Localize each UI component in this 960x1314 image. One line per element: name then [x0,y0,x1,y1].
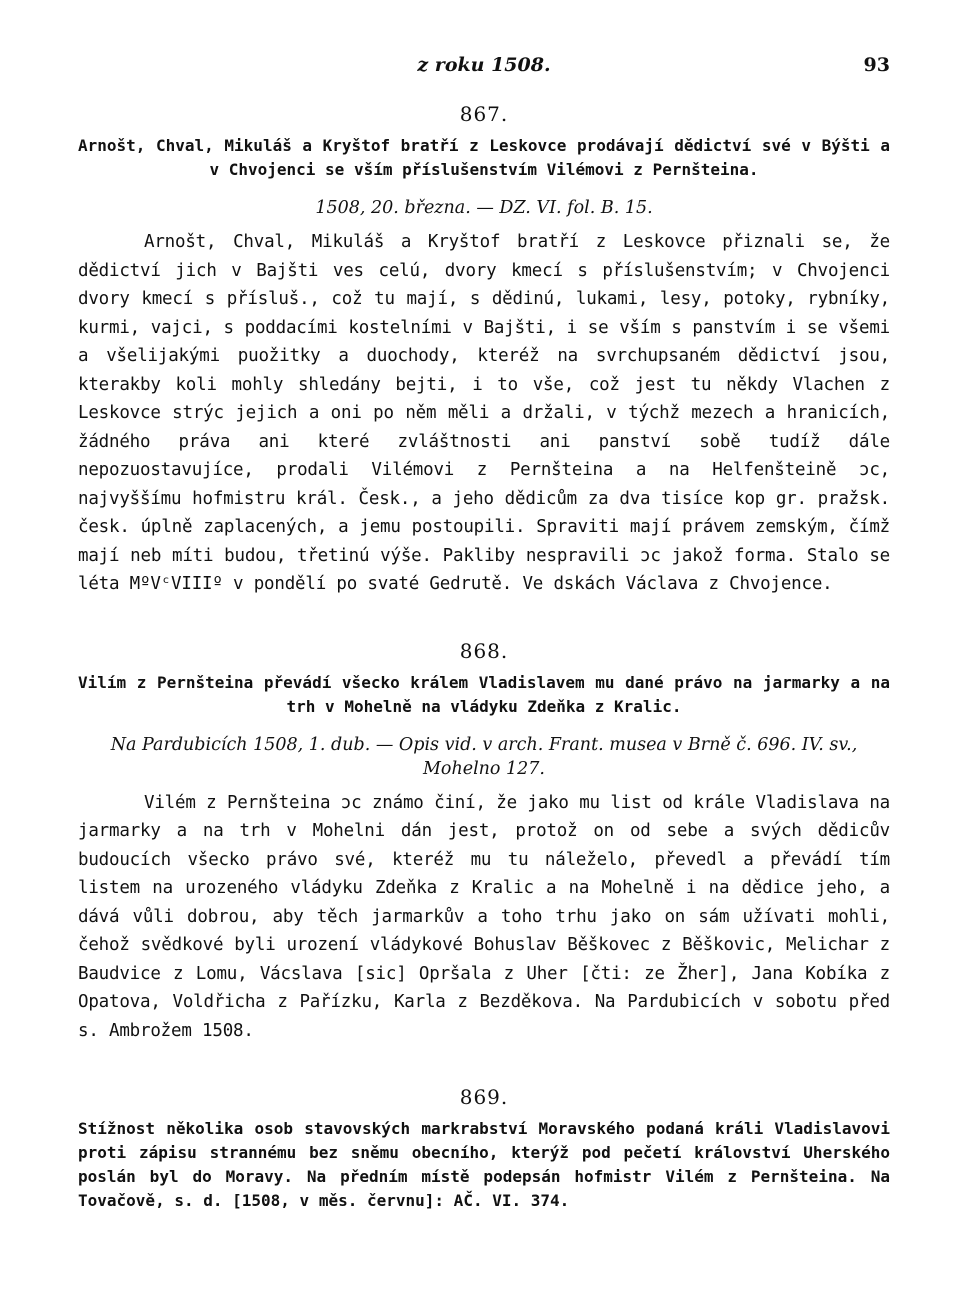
document-summary: Vilím z Pernšteina převádí všecko králem Vladislavem mu dané právo na jarmarky a na trh v Mohelně na vládyku Zdeňka z Kralic. [78,672,890,716]
document-dating: Na Pardubicích 1508, 1. dub. — Opis vid. v arch. Frant. musea v Brně č. 696. IV. sv., Mohelno 127. [110,734,858,779]
page-number: 93 [863,54,890,76]
document-summary: Arnošt, Chval, Mikuláš a Kryštof bratří z Leskovce prodávají dědictví své v Býšti a v Chvojenci se vším příslušenstvím Vilémovi z Pernšteina. [78,136,890,179]
document-number: 867. [459,102,509,126]
document-body: Arnošt, Chval, Mikuláš a Kryštof bratří z Leskovce přiznali se, že dědictví jich v Bajšti ves celú, dvory kmecí s příslušenstvím; v Chvojenci dvory kmecí s přísluš., což tu mají, s dědinú, lukami, lesy, potoky, rybníky, kurmi, vajci, s poddacími kostelními v Bajšti, i se vším s panstvím i se všemi a všelijakými puožitky a duochody, kteréž na svrchupsaném dědictví jsou, kterakby koli mohly shledány bejti, i to vše, což jest tu někdy Vlachen z Leskovce strýc jejich a oni po něm měli a držali, v týchž mezech a hranicích, žádného práva ani které zvláštnosti ani panství sobě tudíž dále nepozuostavujíce, prodali Vilémovi z Pernšteina a na Helfenšteině ɔc, najvyššímu hofmistru král. Česk., a jeho dědicům za dva tisíce kop gr. pražsk. česk. úplně zaplacených, a jemu postoupili. Spraviti mají právem zemským, čímž mají neb míti budou, třetinú výše. Pakliby nespravili ɔc jakož forma. Stalo se léta MºVᶜVIIIº v pondělí po svaté Gedrutě. Ve dskách Václava z Chvojence. [78,232,890,594]
document-869 [78,1085,890,1213]
document-868 [78,639,890,1046]
document-summary: Stížnost několika osob stavovských markrabství Moravského podaná králi Vladislavovi proti zápisu strannému bez sněmu obecního, kterýž pod pečetí království Uherského poslán byl do Moravy. Na předním místě podepsán hofmistr Vilém z Pernšteina. Na Tovačově, s. d. [1508, v měs. červnu]: AČ. VI. 374. [78,1119,890,1210]
running-head [78,50,890,80]
running-head-title: z roku 1508. [417,54,551,76]
document-number: 869. [459,1085,509,1109]
document-body: Vilém z Pernšteina ɔc známo činí, že jako mu list od krále Vladislava na jarmarky a na trh v Mohelni dán jest, protož on od sebe a svých dědicův budoucích všecko právo své, kteréž mu tu náleželo, převedl a převádí tím listem na urozeného vládyku Zdeňka z Kralic a na Mohelně i na dědice jeho, a dává vůli dobrou, aby těch jarmarkův a toho trhu jako on sám užívati mohli, čehož svědkové byli urození vládykové Bohuslav Běškovec z Běškovic, Melichar z Baudvice z Lomu, Vácslava [sic] Opršala z Uher [čti: ze Žher], Jana Kobíka z Opatova, Voldřicha z Pařízku, Karla z Bezděkova. Na Pardubicích v sobotu před s. Ambrožem 1508. [78,792,890,1041]
document-867 [78,102,890,599]
document-number: 868. [459,638,509,663]
document-dating: 1508, 20. března. — DZ. VI. fol. B. 15. [315,198,653,218]
